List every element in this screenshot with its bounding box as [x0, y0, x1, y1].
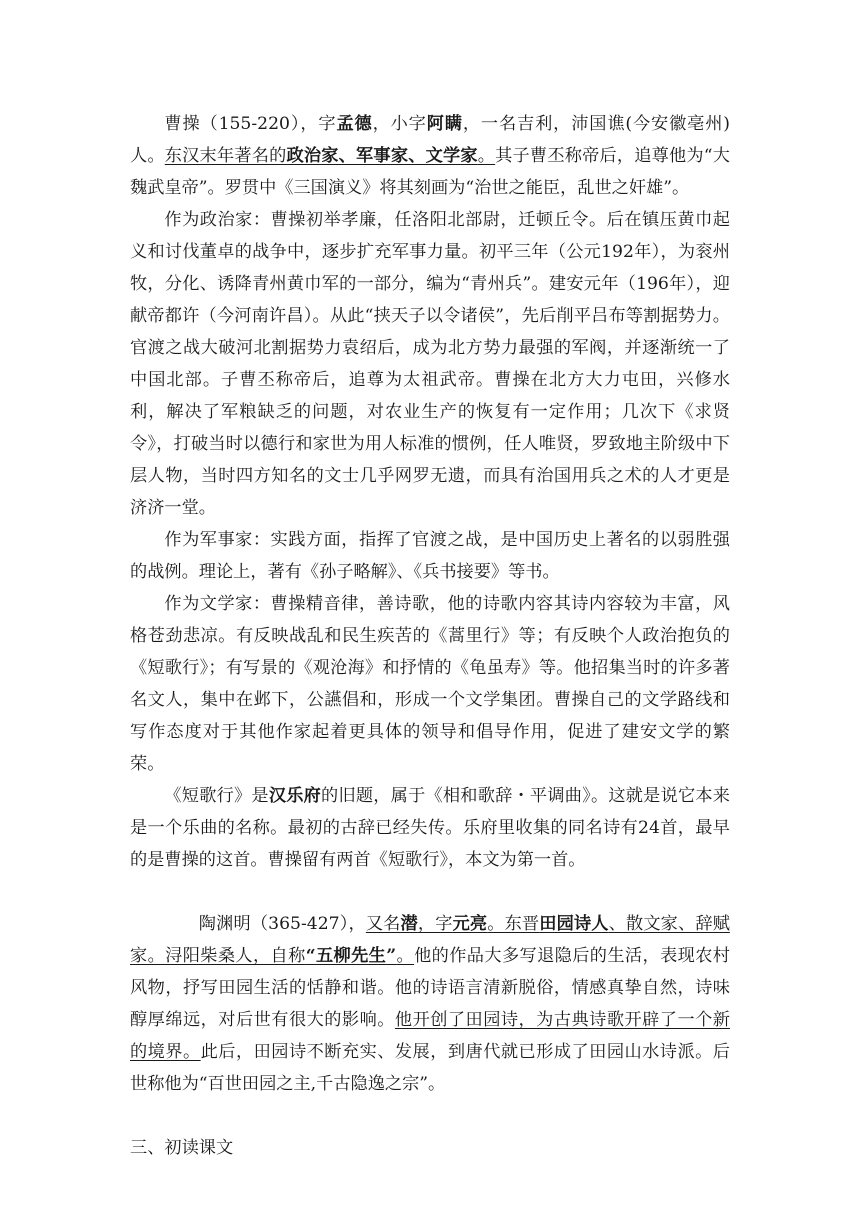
- courtesy-name: 孟德: [336, 114, 373, 134]
- text-run: ，小字: [372, 114, 427, 134]
- taoyuanming-paragraph: [130, 908, 730, 1100]
- caocao-intro-paragraph: [130, 108, 730, 204]
- underlined-phrase: 他开创了田园诗，为古典诗歌开辟了一个新的境界。: [130, 1010, 730, 1062]
- childhood-name: 阿瞒: [426, 114, 463, 134]
- text-run: ，一名吉利，沛国谯(今安徽亳州)人。: [130, 114, 730, 166]
- han-yuefu: 汉乐府: [268, 786, 322, 806]
- caocao-military-paragraph: 作为军事家：实践方面，指挥了官渡之战，是中国历史上著名的以弱胜强的战例。理论上，著有《孙子略解》、《兵书接要》等书。: [130, 530, 730, 582]
- text-run: 此后，田园诗不断充实、发展，到唐代就已形成了田园山水诗派。后世称他为“百世田园之主,千古隐逸之宗”。: [130, 1042, 730, 1094]
- section-heading: 三、初读课文: [130, 1138, 234, 1158]
- courtesy-name: 元亮: [452, 914, 488, 934]
- caocao-literary-paragraph: 作为文学家：曹操精音律，善诗歌，他的诗歌内容其诗内容较为丰富，风格苍劲悲凉。有反映战乱和民生疾苦的《蒿里行》等；有反映个人政治抱负的《短歌行》；有写景的《观沧海》和抒情的《龟虽寿》等。他招集当时的许多著名文人，集中在邺下，公讌倡和，形成一个文学集团。曹操自己的文学路线和写作态度对于其他作家起着更具体的领导和倡导作用，促进了建安文学的繁荣。: [130, 594, 730, 774]
- spacer: [130, 1100, 730, 1132]
- caocao-politician-paragraph: 作为政治家：曹操初举孝廉，任洛阳北部尉，迁顿丘令。后在镇压黄巾起义和讨伐董卓的战争中，逐步扩充军事力量。初平三年（公元192年），为衮州牧，分化、诱降青州黄巾军的一部分，编为“青州兵”。建安元年（196年），迎献帝都许（今河南许昌）。从此“挟天子以令诸侯”，先后削平吕布等割据势力。官渡之战大破河北割据势力袁绍后，成为北方势力最强的军阀，并逐渐统一了中国北部。子曹丕称帝后，追尊为太祖武帝。曹操在北方大力屯田，兴修水利，解决了军粮缺乏的问题，对农业生产的恢复有一定作用；几次下《求贤令》，打破当时以德行和家世为用人标准的惯例，任人唯贤，罗致地主阶级中下层人物，当时四方知名的文士几乎网罗无遗，而具有治国用兵之术的人才更是济济一堂。: [130, 210, 730, 518]
- underlined-phrase: 又名潜，字元亮。东晋田园诗人、散文家、辞赋家。浔阳柴桑人，自称“五柳先生”。: [130, 914, 730, 966]
- text-run: 《短歌行》是: [164, 786, 269, 806]
- given-name: 潜: [400, 914, 418, 934]
- text-run: 曹操（155-220），字: [164, 114, 337, 134]
- duangexing-paragraph: [130, 780, 730, 876]
- underlined-phrase: 东汉末年著名的政治家、军事家、文学家。: [164, 146, 496, 166]
- text-run: 他的作品大多写退隐后的生活，表现农村风物，抒写田园生活的恬静和谐。他的诗语言清新脱俗，情感真挚自然，诗味醇厚绵远，对后世有很大的影响。: [130, 946, 730, 1030]
- identity-roles: 政治家、军事家、文学家: [286, 146, 478, 166]
- text-run: 其子曹丕称帝后，追尊他为“大魏武皇帝”。罗贯中《三国演义》将其刻画为“治世之能臣，乱世之奸雄”。: [130, 146, 730, 198]
- document-body: [130, 108, 730, 1164]
- pastoral-poet: 田园诗人: [539, 914, 609, 934]
- text-run: 的旧题，属于《相和歌辞・平调曲》。这就是说它本来是一个乐曲的名称。最初的古辞已经失传。乐府里收集的同名诗有24首，最早的是曹操的这首。曹操留有两首《短歌行》，本文为第一首。: [130, 786, 730, 870]
- spacer: [130, 876, 730, 908]
- text-run: 陶渊明（365-427），: [198, 914, 366, 934]
- five-willows-title: “五柳先生”: [305, 946, 397, 966]
